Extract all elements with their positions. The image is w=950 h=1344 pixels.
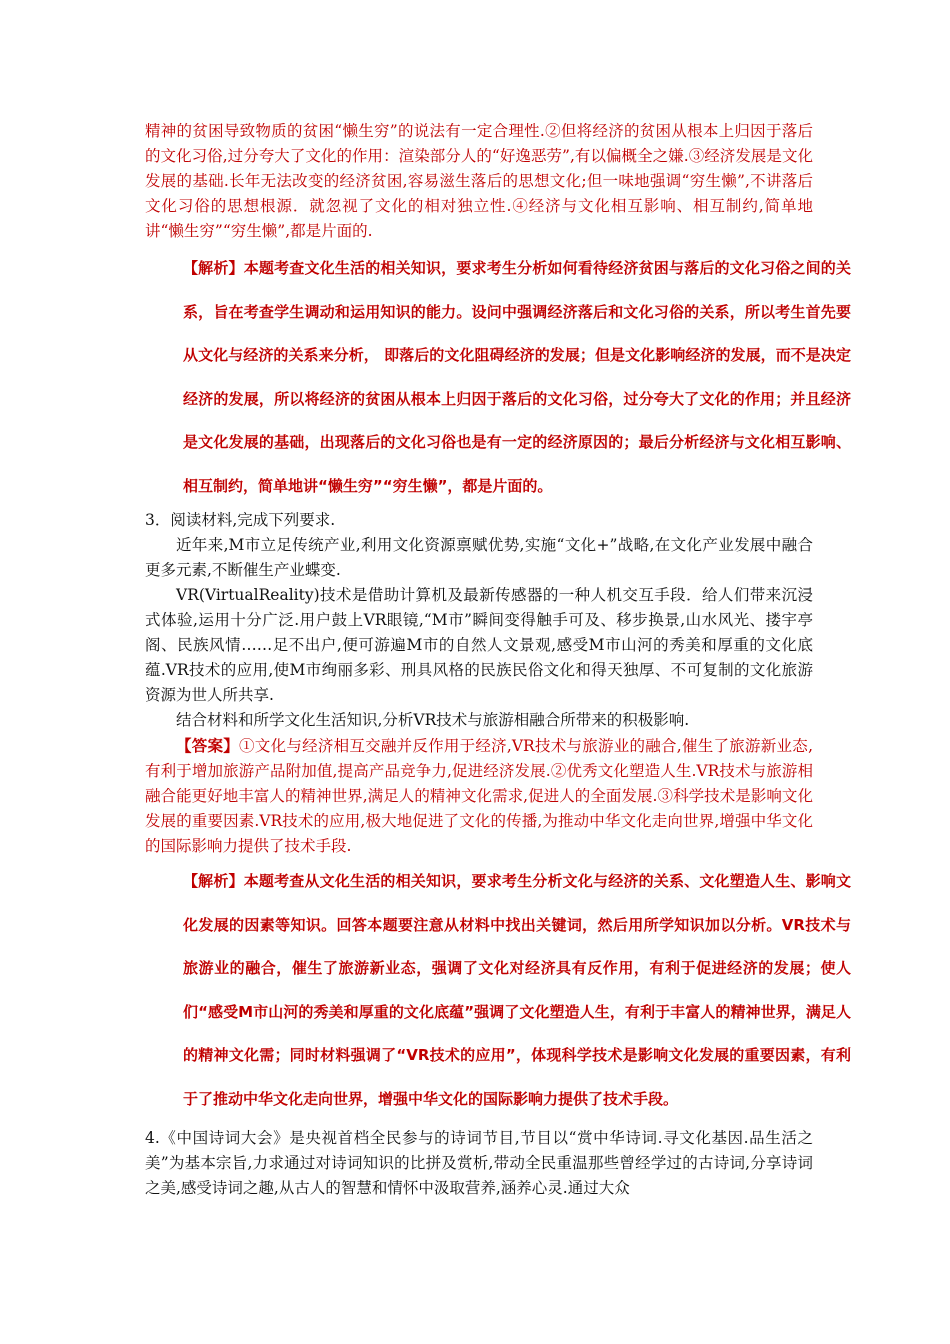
q3-material-paragraph-1: 近年来,M市立足传统产业,利用文化资源禀赋优势,实施“文化+”战略,在文化产业发展中融合更多元素,不断催生产业蝶变. — [145, 536, 813, 579]
q3-question: 结合材料和所学文化生活知识,分析VR技术与旅游相融合所带来的积极影响. — [176, 711, 690, 729]
q3-material-paragraph-2: VR(VirtualReality)技术是借助计算机及最新传感器的一种人机交互手段．给人们带来沉浸式体验,运用十分广泛.用户鼓上VR眼镜,“M市”瞬间变得触手可及、移步换景,山水风光、搂宇亭阁、民族风情……足不出户,便可游遍M市的自然人文景观,感受M市山河的秀美和厚重的文化底蕴.VR技术的应用,使M市绚丽多彩、刑具风格的民族民俗文化和得天独厚、不可复制的文化旅游资源为世人所共享. — [145, 586, 813, 704]
q3-analysis — [183, 860, 851, 1121]
answer-text: ①文化与经济相互交融并反作用于经济,VR技术与旅游业的融合,催生了旅游新业态,有利于增加旅游产品附加值,提高产品竞争力,促进经济发展.②优秀文化塑造人生.VR技术与旅游相融合能更好地丰富人的精神世界,满足人的精神文化需求,促进人的全面发展.③科学技术是影响文化发展的重要因素.VR技术的应用,极大地促进了文化的传播,为推动中华文化走向世界,增强中华文化的国际影响力提供了技术手段. — [145, 737, 813, 855]
answer-tag: 【答案】 — [176, 736, 240, 755]
analysis-text: 本题考查文化生活的相关知识，要求考生分析如何看待经济贫困与落后的文化习俗之间的关系，旨在考查学生调动和运用知识的能力。设问中强调经济落后和文化习俗的关系，所以考生首先要从文化与经济的关系来分析， 即落后的文化阻碍经济的发展；但是文化影响经济的发展，而不是决定经济的发展，所以将经济的贫困从根本上归因于落后的文化习俗，过分夸大了文化的作用；并且经济是文化发展的基础，出现落后的文化习俗也是有一定的经济原因的；最后分析经济与文化相互影响、相互制约，简单地讲“懒生穷”“穷生懒”，都是片面的。 — [183, 259, 851, 495]
q3-answer — [145, 733, 813, 859]
q4-question: 4.《中国诗词大会》是央视首档全民参与的诗词节目,节目以“赏中华诗词.寻文化基因.品生活之美”为基本宗旨,力求通过对诗词知识的比拼及赏析,带动全民重温那些曾经学过的古诗词,分享诗词之美,感受诗词之趣,从古人的智慧和情怀中汲取营养,涵养心灵.通过大众 — [145, 1129, 813, 1197]
q2-analysis — [183, 247, 851, 508]
q3-title: 3．阅读材料,完成下列要求. — [145, 511, 336, 529]
analysis-text: 本题考查从文化生活的相关知识，要求考生分析文化与经济的关系、文化塑造人生、影响文化发展的因素等知识。回答本题要注意从材料中找出关键词，然后用所学知识加以分析。VR技术与旅游业的融合，催生了旅游新业态，强调了文化对经济具有反作用，有利于促进经济的发展；使人们“感受M市山河的秀美和厚重的文化底蕴”强调了文化塑造人生，有利于丰富人的精神世界，满足人的精神文化需；同时材料强调了“VR技术的应用”，体现科学技术是影响文化发展的重要因素，有利于了推动中华文化走向世界，增强中华文化的国际影响力提供了技术手段。 — [183, 872, 851, 1108]
analysis-tag: 【解析】 — [183, 872, 244, 890]
analysis-tag: 【解析】 — [183, 259, 244, 277]
q2-answer-continuation: 精神的贫困导致物质的贫困“懒生穷”的说法有一定合理性.②但将经济的贫困从根本上归因于落后的文化习俗,过分夸大了文化的作用：渲染部分人的“好逸恶劳”,有以偏概全之嫌.③经济发展是文化发展的基础.长年无法改变的经济贫困,容易滋生落后的思想文化;但一味地强调“穷生懒”,不讲落后文化习俗的思想根源．就忽视了文化的相对独立性.④经济与文化相互影响、相互制约,简单地讲“懒生穷”“穷生懒”,都是片面的. — [145, 122, 813, 240]
